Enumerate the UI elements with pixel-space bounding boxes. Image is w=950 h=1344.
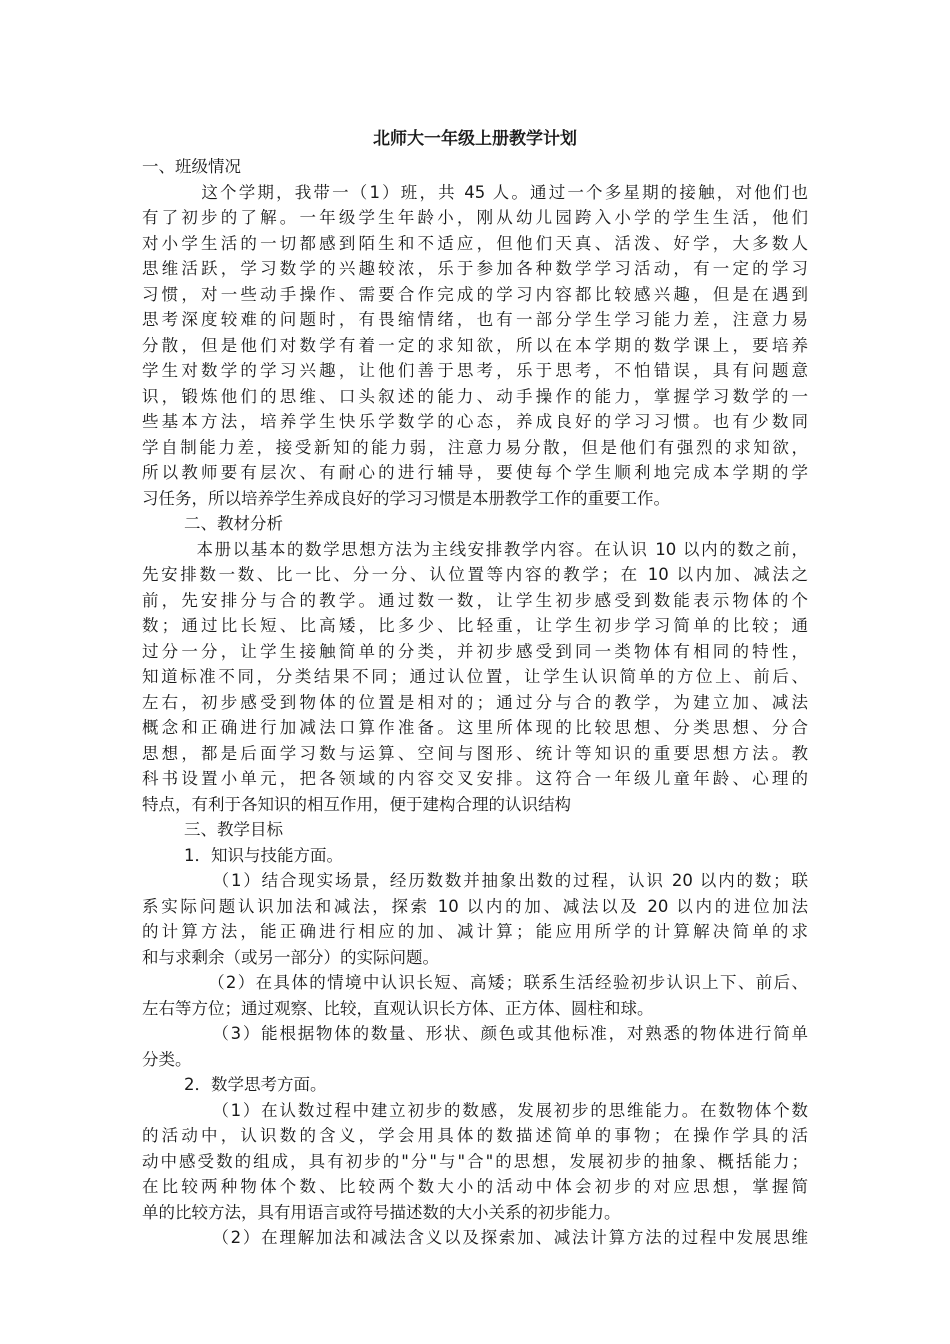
text-line: 的计算方法，能正确进行相应的加、减计算；能应用所学的计算解决简单的求 (142, 922, 808, 941)
text-line: （2）在理解加法和减法含义以及探索加、减法计算方法的过程中发展思维 (142, 1228, 808, 1247)
text-line: 1．知识与技能方面。 (142, 845, 343, 865)
text-line: 思考深度较难的问题时，有畏缩情绪，也有一部分学生学习能力差，注意力易 (142, 310, 808, 329)
text-line: 前，先安排分与合的教学。通过数一数，让学生初步感受到数能表示物体的个 (142, 590, 808, 610)
text-line: 在比较两种物体个数、比较两个数大小的活动中体会初步的对应思想，掌握简 (142, 1177, 808, 1196)
text-line: 2．数学思考方面。 (142, 1075, 327, 1094)
text-line: 思想，都是后面学习数与运算、空间与图形、统计等知识的重要思想方法。教 (142, 743, 808, 763)
text-line: 单的比较方法，具有用语言或符号描述数的大小关系的初步能力。 (142, 1202, 621, 1222)
text-line: 特点，有利于各知识的相互作用，便于建构合理的认识结构 (142, 794, 571, 814)
text-line: （1）在认数过程中建立初步的数感，发展初步的思维能力。在数物体个数 (142, 1100, 808, 1120)
text-line: 学生对数学的学习兴趣，让他们善于思考，乐于思考，不怕错误，具有问题意 (142, 361, 808, 380)
text-line: 科书设置小单元，把各领域的内容交叉安排。这符合一年级儿童年龄、心理的 (142, 769, 808, 788)
text-line: 过分一分，让学生接触简单的分类，并初步感受到同一类物体有相同的特性， (142, 641, 808, 661)
text-line: 学自制能力差，接受新知的能力弱，注意力易分散，但是他们有强烈的求知欲， (142, 437, 808, 457)
text-line: （2）在具体的情境中认识长短、高矮；联系生活经验初步认识上下、前后、 (142, 973, 808, 992)
text-line: 概念和正确进行加减法口算作准备。这里所体现的比较思想、分类思想、分合 (142, 718, 808, 737)
text-line: 分散，但是他们对数学有着一定的求知欲，所以在本学期的数学课上，要培养 (142, 335, 808, 355)
text-line: 左右等方位；通过观察、比较，直观认识长方体、正方体、圆柱和球。 (142, 998, 654, 1018)
document-title: 北师大一年级上册教学计划 (373, 129, 577, 149)
text-line: 本册以基本的数学思想方法为主线安排教学内容。在认识 10 以内的数之前， (142, 539, 808, 559)
text-line: 左右，初步感受到物体的位置是相对的；通过分与合的教学，为建立加、减法 (142, 692, 808, 712)
text-line: 习惯，对一些动手操作、需要合作完成的学习内容都比较感兴趣，但是在遇到 (142, 284, 808, 304)
text-line: 对小学生活的一切都感到陌生和不适应，但他们天真、活泼、好学，大多数人 (142, 233, 808, 253)
text-line: 和与求剩余（或另一部分）的实际问题。 (142, 947, 439, 967)
text-line: 这个学期，我带一（1）班，共 45 人。通过一个多星期的接触，对他们也 (142, 182, 808, 202)
text-line: （1）结合现实场景，经历数数并抽象出数的过程，认识 20 以内的数；联 (142, 871, 808, 890)
text-line: 有了初步的了解。一年级学生年龄小，刚从幼儿园跨入小学的学生生活，他们 (142, 208, 808, 227)
text-line: （3）能根据物体的数量、形状、颜色或其他标准，对熟悉的物体进行简单 (142, 1024, 808, 1043)
text-line: 一、班级情况 (142, 157, 241, 176)
text-line: 三、教学目标 (142, 820, 283, 839)
document-body (142, 154, 808, 1251)
text-line: 的活动中，认识数的含义，学会用具体的数描述简单的事物；在操作学具的活 (142, 1126, 808, 1145)
text-line: 所以教师要有层次、有耐心的进行辅导，要使每个学生顺利地完成本学期的学 (142, 463, 808, 482)
text-line: 思维活跃，学习数学的兴趣较浓，乐于参加各种数学学习活动，有一定的学习 (142, 259, 808, 278)
text-line: 分类。 (142, 1049, 192, 1069)
text-line: 些基本方法，培养学生快乐学数学的心态，养成良好的学习习惯。也有少数同 (142, 412, 808, 431)
document-page (142, 124, 808, 1251)
text-line: 知道标准不同，分类结果不同；通过认位置，让学生认识简单的方位上、前后、 (142, 667, 808, 686)
text-line: 数；通过比长短、比高矮，比多少、比轻重，让学生初步学习简单的比较；通 (142, 616, 808, 635)
text-line: 识，锻炼他们的思维、口头叙述的能力、动手操作的能力，掌握学习数学的一 (142, 386, 808, 406)
text-line: 习任务，所以培养学生养成良好的学习习惯是本册教学工作的重要工作。 (142, 488, 670, 508)
text-line: 系实际问题认识加法和减法，探索 10 以内的加、减法以及 20 以内的进位加法 (142, 896, 808, 916)
text-line: 二、教材分析 (142, 514, 283, 533)
text-line: 先安排数一数、比一比、分一分、认位置等内容的教学；在 10 以内加、减法之 (142, 565, 808, 584)
text-line: 动中感受数的组成，具有初步的"分"与"合"的思想，发展初步的抽象、概括能力； (142, 1151, 808, 1171)
